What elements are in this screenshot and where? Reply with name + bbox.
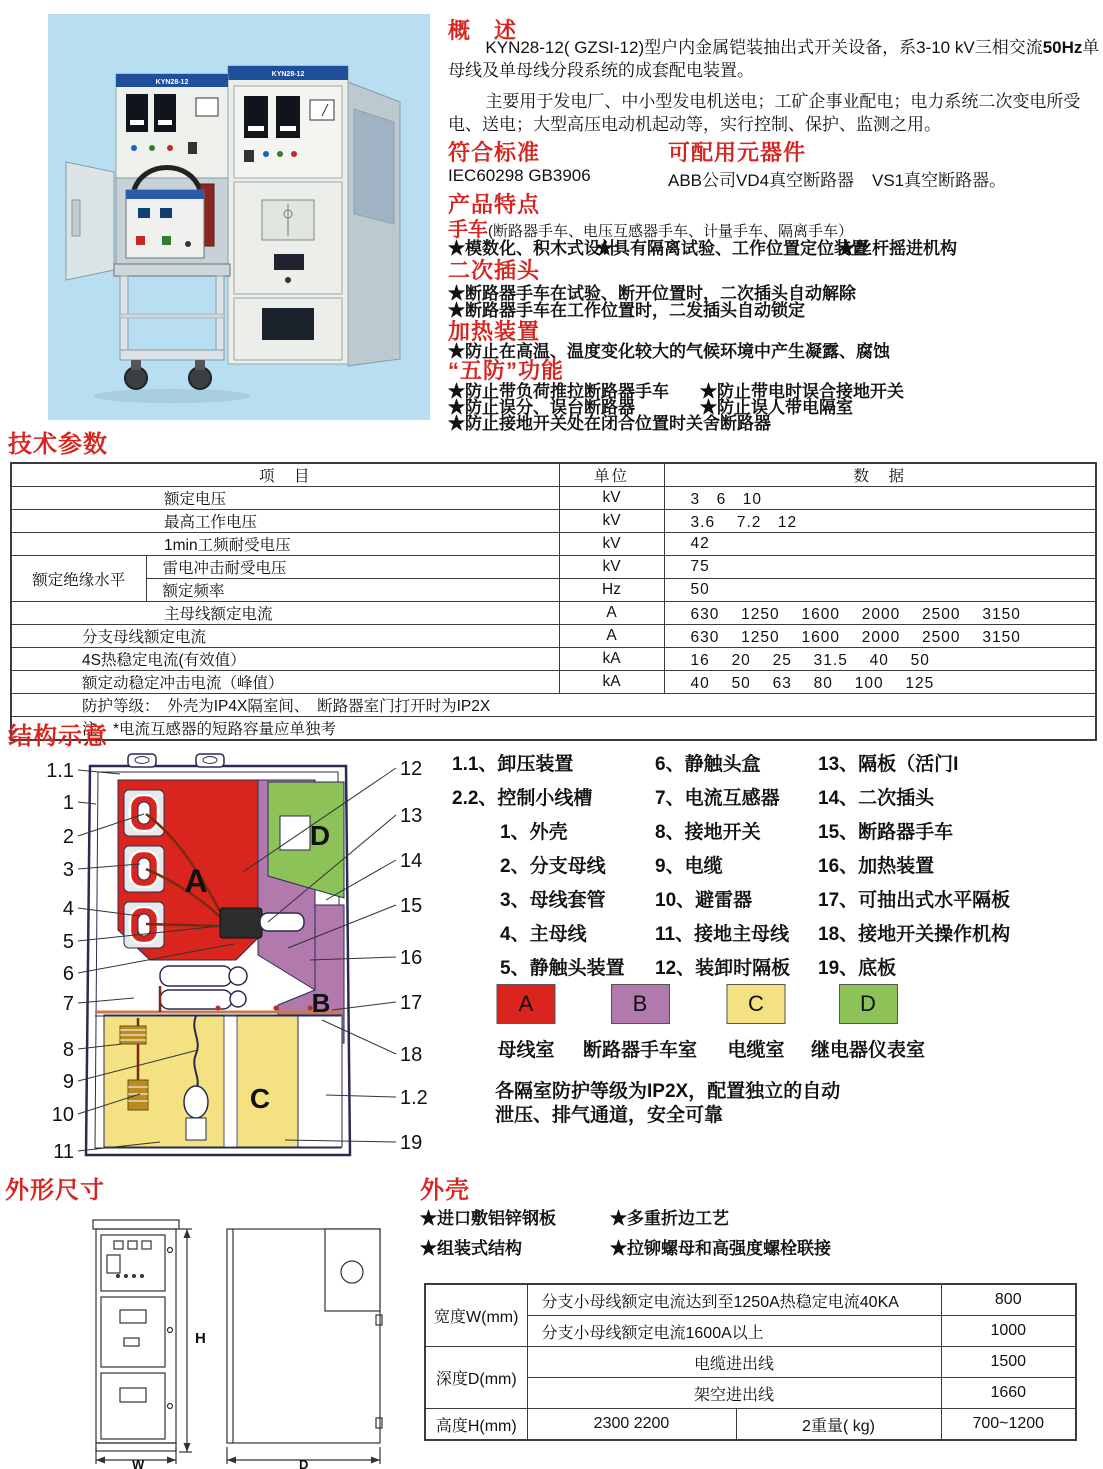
outline-drawings-svg [60, 1210, 420, 1469]
tech-data-cell: 75 [664, 556, 1096, 579]
dims-value-cell: 1660 [941, 1378, 1076, 1409]
diagram-callout-number: 14 [400, 850, 423, 872]
tech-item-cell: 额定动稳定冲击电流（峰值） [11, 671, 559, 694]
diagram-callout-number: 4 [62, 898, 74, 920]
product-photo [48, 14, 430, 420]
tech-table-row [11, 602, 1096, 625]
diagram-callout-number: 17 [400, 992, 423, 1014]
dims-table-row [425, 1284, 1076, 1316]
region-letter-a: A [184, 863, 208, 899]
compartment-label: 母线室 [497, 1040, 555, 1061]
tech-item-cell: 分支母线额定电流 [11, 625, 559, 648]
legend-item: 2.2、控制小线槽 [452, 788, 593, 809]
handcart-label: 手车 [448, 219, 488, 241]
feature-item: ★丝杆摇进机构 [838, 239, 957, 258]
compartment-note-line1: 各隔室防护等级为IP2X，配置独立的自动 [495, 1081, 841, 1102]
diagram-callout-number: 16 [400, 947, 423, 969]
diagram-callout-number: 9 [62, 1071, 74, 1093]
overview-p1-bold: 50Hz [1042, 38, 1083, 57]
tech-unit-cell: kV [559, 487, 664, 510]
legend-item: 14、二次插头 [818, 788, 935, 809]
tech-table-row [11, 510, 1096, 533]
legend-item: 1、外壳 [500, 822, 568, 843]
region-letter-b: B [311, 988, 331, 1018]
compartment-swatch: D [838, 984, 897, 1024]
overview-p1-text2: 单母线及单母线分段系统的成套配电装置。 [448, 38, 1100, 80]
plug-heading: 二次插头 [448, 258, 541, 283]
compartment-legend-unit [583, 984, 697, 1062]
diagram-callout-number: 8 [62, 1039, 74, 1061]
components-value-1: ABB公司VD4真空断路器 [668, 171, 855, 190]
tech-unit-cell: kV [559, 510, 664, 533]
tech-header-unit: 单位 [559, 463, 664, 487]
dims-desc-cell: 2重量( kg) [736, 1409, 941, 1441]
compartment-swatch: B [610, 984, 669, 1024]
diagram-callout-number: 19 [400, 1132, 423, 1154]
feature-item: ★多重折边工艺 [610, 1209, 729, 1228]
diagram-callout-number: 3 [62, 859, 74, 881]
tech-table-row [11, 579, 1096, 602]
features-heading: 产品特点 [448, 192, 541, 217]
tech-data-cell: 42 [664, 533, 1096, 556]
overview-paragraph-1 [448, 36, 1100, 82]
dims-desc-cell: 架空进出线 [527, 1378, 941, 1409]
feature-item: ★防止带电时误合接地开关 [700, 382, 904, 401]
feature-item: ★防止在高温、温度变化较大的气候环境中产生凝露、腐蚀 [448, 342, 890, 361]
tech-item-cell: 主母线额定电流 [11, 602, 559, 625]
feature-item: ★拉铆螺母和高强度螺栓联接 [610, 1239, 831, 1258]
tech-data-cell: 40 50 63 80 100 125 [664, 671, 1096, 694]
standards-heading: 符合标准 [448, 140, 541, 165]
compartment-legend-unit [727, 984, 786, 1062]
legend-item: 19、底板 [818, 958, 897, 979]
tech-unit-cell: kV [559, 533, 664, 556]
h-dim-label: H [195, 1330, 206, 1347]
legend-item: 17、可抽出式水平隔板 [818, 890, 1011, 911]
diagram-callout-number: 7 [62, 993, 74, 1015]
legend-item: 9、电缆 [655, 856, 723, 877]
tech-item-cell: 额定电压 [11, 487, 559, 510]
cabinet-label-right: KYN28-12 [271, 71, 305, 78]
diagram-callout-number: 11 [53, 1141, 74, 1163]
tech-unit-cell: A [559, 602, 664, 625]
shell-heading: 外壳 [420, 1177, 470, 1204]
dims-table-row [425, 1409, 1076, 1441]
tech-table-header-row [11, 463, 1096, 487]
feature-item: ★进口敷铝锌钢板 [420, 1209, 556, 1228]
handcart-sublabel: (断路器手车、电压互感器手车、计量手车、隔离手车） [488, 223, 853, 240]
dims-head-cell: 宽度W(mm) [425, 1284, 527, 1347]
tech-data-cell: 50 [664, 579, 1096, 602]
structure-diagram [28, 750, 443, 1168]
structure-diagram-svg [28, 750, 443, 1168]
diagram-callout-number: 1 [62, 792, 74, 814]
dims-head-cell: 深度D(mm) [425, 1347, 527, 1409]
dims-desc-cell: 电缆进出线 [527, 1347, 941, 1378]
tech-header-item: 项 目 [11, 463, 559, 487]
compartment-note-line2: 泄压、排气通道，安全可靠 [495, 1105, 724, 1126]
d-dim-label: D [299, 1457, 309, 1469]
legend-item: 16、加热装置 [818, 856, 935, 877]
overview-p1-text: KYN28-12( GZSI-12)型户内金属铠装抽出式开关设备，系3-10 kV三相交流 [485, 38, 1043, 57]
feature-item: ★断路器手车在试验、断开位置时，二次插头自动解除 [448, 284, 856, 303]
compartment-label: 继电器仪表室 [810, 1040, 926, 1061]
feature-item: ★模数化、积木式设计 [448, 239, 618, 258]
five-prevent-row-3 [448, 409, 1098, 433]
diagram-callout-number: 12 [400, 758, 423, 780]
tech-data-cell: 630 1250 1600 2000 2500 3150 [664, 602, 1096, 625]
five-prevent-heading: “五防”功能 [448, 358, 565, 383]
dims-desc-cell: 2300 2200 [527, 1409, 736, 1441]
compartment-swatch: C [727, 984, 786, 1024]
diagram-callout-number: 15 [400, 895, 423, 917]
tech-note-cell: 防护等级： 外壳为IP4X隔室间、 断路器室门打开时为IP2X [11, 694, 1096, 717]
tech-data-cell: 630 1250 1600 2000 2500 3150 [664, 625, 1096, 648]
structure-heading: 结构示意 [8, 723, 108, 750]
tech-data-cell: 16 20 25 31.5 40 50 [664, 648, 1096, 671]
tech-group-cell: 额定绝缘水平 [11, 556, 146, 602]
legend-item: 5、静触头装置 [500, 958, 625, 979]
compartment-legend-unit [497, 984, 556, 1062]
dims-value-cell: 800 [941, 1284, 1076, 1316]
shell-feature-row-2 [420, 1234, 1070, 1258]
diagram-callout-number: 2 [62, 826, 74, 848]
feature-item: ★断路器手车在工作位置时，二发插头自动锁定 [448, 301, 805, 320]
tech-item-cell: 雷电冲击耐受电压 [146, 556, 559, 579]
feature-item: ★组装式结构 [420, 1239, 522, 1258]
tech-table-note-row [11, 717, 1096, 741]
diagram-callout-number: 5 [62, 931, 74, 953]
legend-item: 11、接地主母线 [655, 924, 790, 945]
legend-item: 6、静触头盒 [655, 754, 761, 775]
feature-item: ★防止误分、误台断路器 [448, 398, 635, 417]
legend-item: 2、分支母线 [500, 856, 606, 877]
outline-drawings [60, 1210, 420, 1469]
feature-item: ★防止误人带电隔室 [700, 398, 853, 417]
legend-col-1 [452, 748, 625, 986]
legend-item: 15、断路器手车 [818, 822, 954, 843]
legend-item: 12、装卸时隔板 [655, 958, 791, 979]
diagram-callout-number: 18 [400, 1044, 423, 1066]
tech-item-cell: 额定频率 [146, 579, 559, 602]
tech-table-note-row [11, 694, 1096, 717]
diagram-callout-number: 6 [62, 963, 74, 985]
dims-table-row [425, 1347, 1076, 1378]
dimensions-heading: 外形尺寸 [5, 1177, 105, 1204]
tech-table-row [11, 648, 1096, 671]
tech-item-cell: 1min工频耐受电压 [11, 533, 559, 556]
overview-paragraph-2: 主要用于发电厂、中小型发电机送电；工矿企事业配电；电力系统二次变电所受电、送电；大型高压电动机起动等，实行控制、保护、监测之用。 [448, 92, 1081, 134]
compartment-legend [440, 984, 1100, 1064]
legend-item: 8、接地开关 [655, 822, 761, 843]
legend-item: 1.1、卸压装置 [452, 754, 574, 775]
compartment-legend-unit [811, 984, 925, 1062]
feature-item: ★具有隔离试验、工作位置定位装置 [596, 239, 868, 258]
compartment-swatch: A [497, 984, 556, 1024]
feature-item: ★防止接地开关处在闭合位置时关舍断路器 [448, 414, 771, 433]
tech-table-row [11, 487, 1096, 510]
dims-value-cell: 1500 [941, 1347, 1076, 1378]
overview-heading: 概 述 [448, 18, 518, 43]
tech-table-row [11, 671, 1096, 694]
dims-desc-cell: 分支小母线额定电流1600A以上 [527, 1316, 941, 1347]
legend-item: 7、电流互感器 [655, 788, 780, 809]
legend-item: 18、接地开关操作机构 [818, 924, 1011, 945]
diagram-callout-number: 13 [400, 805, 423, 827]
diagram-callout-number: 1.1 [46, 760, 74, 782]
tech-data-cell: 3 6 10 [664, 487, 1096, 510]
components-heading: 可配用元器件 [668, 140, 807, 165]
feature-item: ★防止带负荷推拉断路器手车 [448, 382, 669, 401]
legend-col-3 [818, 748, 1010, 986]
tech-unit-cell: Hz [559, 579, 664, 602]
tech-table [10, 462, 1097, 741]
legend-col-2 [655, 748, 790, 986]
product-photo-illustration [48, 14, 430, 420]
diagram-callout-number: 1.2 [400, 1087, 428, 1109]
compartment-label: 断路器手车室 [582, 1040, 698, 1061]
tech-table-row [11, 556, 1096, 579]
tech-header-data: 数 据 [664, 463, 1096, 487]
components-value-2: VS1真空断路器。 [872, 171, 1007, 190]
w-dim-label: W [132, 1457, 145, 1469]
legend-item: 3、母线套管 [500, 890, 606, 911]
heater-heading: 加热装置 [448, 319, 541, 344]
tech-unit-cell: kV [559, 556, 664, 579]
diagram-callout-number: 10 [51, 1104, 74, 1126]
legend-item: 10、避雷器 [655, 890, 753, 911]
legend-item: 4、主母线 [500, 924, 587, 945]
shell-feature-row-1 [420, 1204, 1070, 1228]
tech-table-row [11, 533, 1096, 556]
region-letter-d: D [309, 820, 331, 851]
tech-item-cell: 最高工作电压 [11, 510, 559, 533]
compartment-label: 电缆室 [727, 1040, 785, 1061]
tech-item-cell: 4S热稳定电流(有效值） [11, 648, 559, 671]
cabinet-label-left: KYN28-12 [155, 79, 189, 86]
tech-params-heading: 技术参数 [8, 431, 108, 458]
dims-value-cell: 700~1200 [941, 1409, 1076, 1441]
tech-note-cell: 注：*电流互感器的短路容量应单独考 [11, 717, 1096, 741]
legend-item: 13、隔板（活门I [818, 754, 959, 775]
dims-value-cell: 1000 [941, 1316, 1076, 1347]
standards-value: IEC60298 GB3906 [448, 166, 591, 185]
tech-data-cell: 3.6 7.2 12 [664, 510, 1096, 533]
tech-unit-cell: kA [559, 648, 664, 671]
tech-unit-cell: kA [559, 671, 664, 694]
tech-table-row [11, 625, 1096, 648]
compartment-note [495, 1080, 840, 1128]
region-letter-c: C [249, 1083, 271, 1114]
tech-unit-cell: A [559, 625, 664, 648]
plug-item-row-2 [448, 296, 1098, 320]
handcart-feature-row [448, 234, 1098, 258]
dims-head-cell: 高度H(mm) [425, 1409, 527, 1441]
dims-table [424, 1283, 1077, 1441]
dims-desc-cell: 分支小母线额定电流达到至1250A热稳定电流40KA [527, 1284, 941, 1316]
